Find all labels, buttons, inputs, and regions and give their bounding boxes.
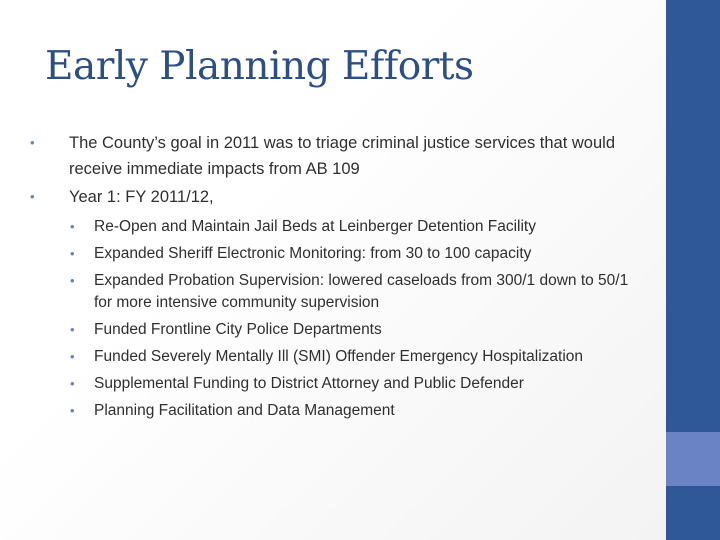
sub-bullet-jail-beds (30, 216, 640, 238)
sub-bullet-list (30, 216, 640, 422)
bullet-county-goal (30, 130, 640, 182)
sub-bullet-smi-hospitalization (30, 346, 640, 368)
bullet-icon: • (30, 189, 35, 204)
bullet-year-1 (30, 184, 640, 210)
slide-content (30, 130, 640, 422)
bullet-text: The County’s goal in 2011 was to triage criminal justice services that would receive immediate impacts from AB 109 (69, 134, 615, 178)
sub-bullet-text: Funded Frontline City Police Departments (94, 321, 382, 338)
sub-bullet-text: Funded Severely Mentally Ill (SMI) Offender Emergency Hospitalization (94, 348, 584, 365)
bullet-icon: • (70, 376, 75, 391)
sub-bullet-text: Re-Open and Maintain Jail Beds at Leinberger Detention Facility (94, 218, 536, 235)
sub-bullet-text: Expanded Probation Supervision: lowered caseloads from 300/1 down to 50/1 for more intensive community supervision (94, 272, 629, 311)
bullet-icon: • (70, 246, 75, 261)
bullet-icon: • (70, 403, 75, 418)
bullet-icon: • (30, 135, 35, 150)
sub-bullet-text: Expanded Sheriff Electronic Monitoring: from 30 to 100 capacity (94, 245, 532, 262)
bullet-icon: • (70, 219, 75, 234)
bullet-text: Year 1: FY 2011/12, (69, 188, 214, 206)
sidebar-accent-block (666, 432, 720, 486)
sub-bullet-planning-data (30, 400, 640, 422)
sub-bullet-text: Supplemental Funding to District Attorney and Public Defender (94, 375, 524, 392)
sub-bullet-text: Planning Facilitation and Data Management (94, 402, 395, 419)
bullet-icon: • (70, 273, 75, 288)
sub-bullet-police-departments (30, 319, 640, 341)
sub-bullet-electronic-monitoring (30, 243, 640, 265)
sub-bullet-da-pd-funding (30, 373, 640, 395)
sub-bullet-probation-supervision (30, 270, 640, 314)
slide-title: Early Planning Efforts (45, 44, 474, 89)
bullet-icon: • (70, 322, 75, 337)
bullet-icon: • (70, 349, 75, 364)
